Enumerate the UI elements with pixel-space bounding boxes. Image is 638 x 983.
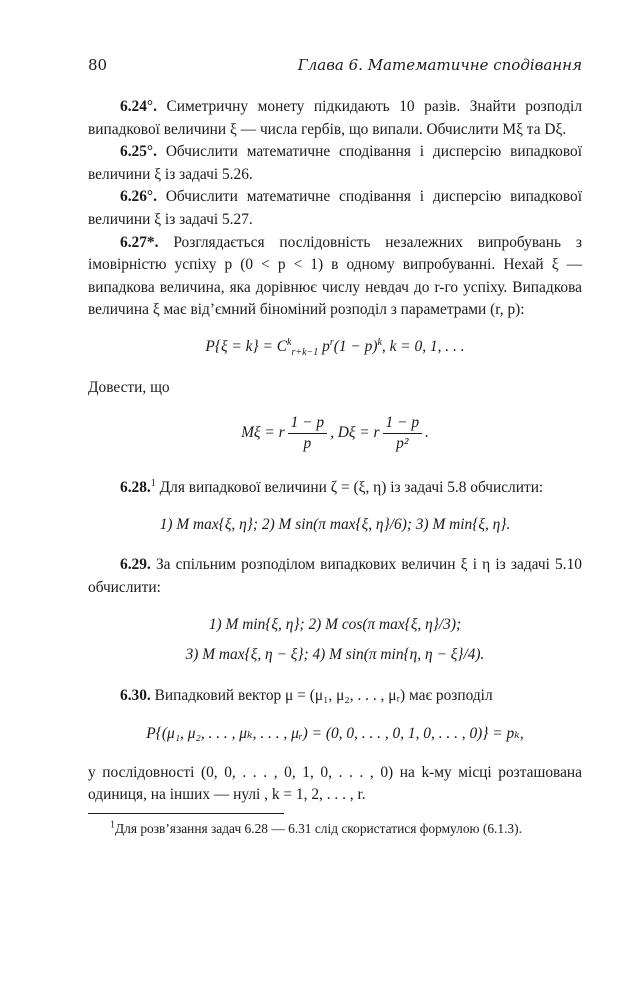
problem-text: Випадковий вектор μ = (μ₁, μ₂, . . . , μᵣ) має розподіл xyxy=(154,686,493,704)
footnote-mark: 1 xyxy=(110,819,115,831)
footnote-marker: 1 xyxy=(150,478,156,489)
page-body xyxy=(88,96,582,838)
problem-6-24 xyxy=(88,96,582,141)
tasks-6-28-formula: 1) M max{ξ, η}; 2) M sin(π max{ξ, η}/6); 3) M min{ξ, η}. xyxy=(159,515,511,533)
tasks-6-29-formula-line2: 3) M max{ξ, η − ξ}; 4) M sin(π min{η, η − ξ}/4). xyxy=(185,646,485,664)
problem-text: Обчислити математичне сподівання і дисперсію випадкової величини ξ із задачі 5.26. xyxy=(88,143,582,183)
problem-number: 6.30. xyxy=(120,686,151,704)
formula-range: , k = 0, 1, . . . xyxy=(381,337,465,355)
problem-text: Обчислити математичне сподівання і дисперсію випадкової величини ξ із задачі 5.27. xyxy=(88,188,582,228)
variance-denominator: p² xyxy=(396,434,409,452)
chapter-title: Глава 6. Математичне сподівання xyxy=(297,56,582,74)
mean-lhs: Mξ = r xyxy=(241,423,285,441)
footnote xyxy=(88,820,582,838)
tasks-6-29-formula-line1: 1) M min{ξ, η}; 2) M cos(π max{ξ, η}/3); xyxy=(208,615,462,633)
negative-binomial-formula xyxy=(88,336,582,359)
problem-text: Симетричну монету підкидають 10 разів. Знайти розподіл випадкової величини ξ — числа гербів, що випали. Обчислити Mξ та Dξ. xyxy=(88,98,582,138)
footnote-rule xyxy=(88,813,284,814)
mean-denominator: p xyxy=(303,434,312,452)
variance-numerator: 1 − p xyxy=(383,413,422,434)
problem-text: Для випадкової величини ζ = (ξ, η) із задачі 5.8 обчислити: xyxy=(159,479,544,497)
formula-tail-sup: k xyxy=(377,336,382,348)
formula-p-sup: r xyxy=(329,336,334,348)
variance-fraction xyxy=(383,413,422,454)
problem-6-29 xyxy=(88,554,582,599)
problem-6-28 xyxy=(88,477,582,500)
moments-formula xyxy=(88,407,582,459)
problem-number: 6.29. xyxy=(120,556,151,574)
footnote-text: Для розв’язання задач 6.28 — 6.31 слід скористатися формулою (6.1.3). xyxy=(115,821,522,837)
vector-distribution-formula: P{(μ₁, μ₂, . . . , μₖ, . . . , μᵣ) = (0, 0, . . . , 0, 1, 0, . . . , 0)} = pₖ, xyxy=(146,725,524,743)
formula-p: p xyxy=(322,337,330,355)
problem-6-27 xyxy=(88,232,582,322)
problem-text: Розглядається послідовність незалежних випробувань з імовірністю успіху p (0 < p < 1) в одному випробуванні. Нехай ξ — випадкова величина, яка дорівнює числу невдач до r-го успіху. Випадкова величина ξ має від’ємний біноміний розподіл з параметрами (r, p): xyxy=(88,233,582,319)
problem-number: 6.27*. xyxy=(120,233,159,251)
formula-end: . xyxy=(425,423,429,441)
problem-6-26 xyxy=(88,186,582,231)
problem-number: 6.25°. xyxy=(120,143,157,161)
formula-sub: r+k−1 xyxy=(291,347,319,359)
problem-number: 6.24°. xyxy=(120,98,157,115)
problem-6-30 xyxy=(88,685,582,708)
mean-fraction xyxy=(288,413,327,454)
problem-text: За спільним розподілом випадкових величин ξ і η із задачі 5.10 обчислити: xyxy=(88,556,582,596)
formula-lhs: P{ξ = k} = C xyxy=(205,337,287,355)
problem-6-25 xyxy=(88,141,582,186)
prove-text: Довести, що xyxy=(88,378,170,396)
problem-number: 6.26°. xyxy=(120,188,157,206)
variance-lhs: , Dξ = r xyxy=(330,423,380,441)
mean-numerator: 1 − p xyxy=(288,413,327,434)
problem-6-30-continuation: у послідовності (0, 0, . . . , 0, 1, 0, . . . , 0) на k-му місці розташована одиниця, на інших — нулі , k = 1, 2, . . . , r. xyxy=(88,763,582,804)
formula-sup: k xyxy=(286,336,292,348)
formula-tail: (1 − p) xyxy=(333,337,378,355)
problem-number: 6.28. xyxy=(120,479,151,497)
page-number: 80 xyxy=(88,56,108,74)
running-header xyxy=(88,56,582,74)
